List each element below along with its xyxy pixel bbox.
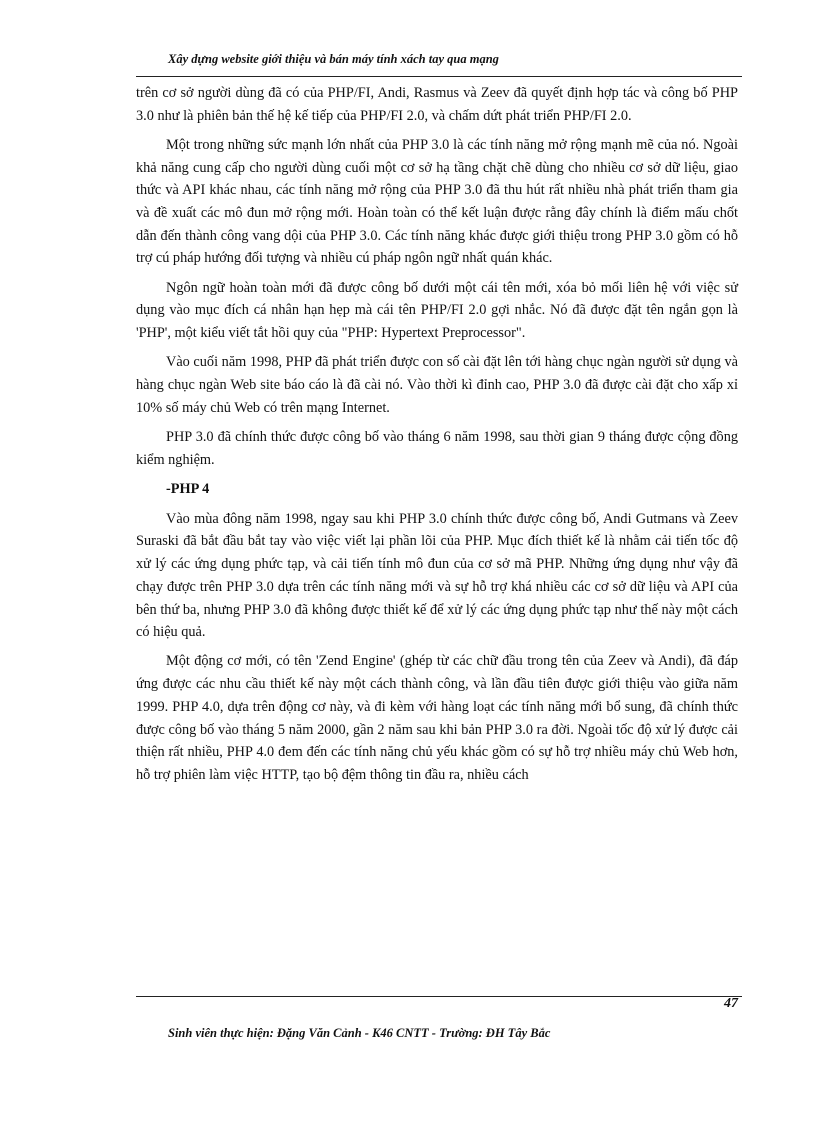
page-header bbox=[168, 52, 748, 67]
paragraph: Vào mùa đông năm 1998, ngay sau khi PHP 3.0 chính thức được công bố, Andi Gutmans và Zeev Suraski đã bắt đầu bắt tay vào việc viết lại phần lõi của PHP. Mục đích thiết kế là nhằm cải tiến tốc độ xử lý các ứng dụng phức tạp, và cải tiến tính mô đun của cơ sở mã PHP. Những ứng dụng như vậy đã chạy được trên PHP 3.0 dựa trên các tính năng mới và sự hỗ trợ khá nhiều các cơ sở dữ liệu và API của bên thứ ba, nhưng PHP 3.0 đã không được thiết kế để xử lý các ứng dụng phức tạp như thế này một cách có hiệu quả. bbox=[136, 510, 738, 641]
paragraph: Một trong những sức mạnh lớn nhất của PHP 3.0 là các tính năng mở rộng mạnh mẽ của nó. Ngoài khả năng cung cấp cho người dùng cuối một cơ sở hạ tầng chặt chẽ dùng cho nhiều cơ sở dữ liệu, giao thức và API khác nhau, các tính năng mở rộng của PHP 3.0 đã thu hút rất nhiều nhà phát triển tham gia và đề xuất các mô đun mở rộng mới. Hoàn toàn có thể kết luận được rằng đây chính là điểm mấu chốt dẫn đến thành công vang dội của PHP 3.0. Các tính năng khác được giới thiệu trong PHP 3.0 gồm có hỗ trợ cú pháp hướng đối tượng và nhiều cú pháp ngôn ngữ nhất quán khác. bbox=[136, 136, 738, 267]
paragraph: Ngôn ngữ hoàn toàn mới đã được công bố dưới một cái tên mới, xóa bỏ mối liên hệ với việc sử dụng vào mục đích cá nhân hạn hẹp mà cái tên PHP/FI 2.0 gợi nhắc. Nó đã được đặt tên ngắn gọn là 'PHP', một kiểu viết tắt hồi quy của "PHP: Hypertext Preprocessor". bbox=[136, 279, 738, 342]
paragraph: Vào cuối năm 1998, PHP đã phát triển được con số cài đặt lên tới hàng chục ngàn người sử dụng và hàng chục ngàn Web site báo cáo là đã cài nó. Vào thời kì đỉnh cao, PHP 3.0 đã được cài đặt cho xấp xỉ 10% số máy chủ Web có trên mạng Internet. bbox=[136, 354, 738, 416]
section-heading-php4: -PHP 4 bbox=[166, 480, 210, 497]
footer-text: Sinh viên thực hiện: Đặng Văn Cảnh - K46 CNTT - Trường: ĐH Tây Bắc bbox=[168, 1026, 551, 1040]
footer-rule bbox=[136, 996, 742, 997]
paragraph: PHP 3.0 đã chính thức được công bố vào tháng 6 năm 1998, sau thời gian 9 tháng được cộng đồng kiểm nghiệm. bbox=[136, 428, 738, 468]
page-number: 47 bbox=[724, 996, 738, 1011]
page-footer bbox=[168, 1026, 748, 1041]
header-rule bbox=[136, 76, 742, 77]
paragraph: Một động cơ mới, có tên 'Zend Engine' (ghép từ các chữ đầu trong tên của Zeev và Andi), đã đáp ứng được các nhu cầu thiết kế này một cách thành công, và lần đầu tiên được giới thiệu vào giữa năm 1999. PHP 4.0, dựa trên động cơ này, và đi kèm với hàng loạt các tính năng mới bổ sung, đã chính thức được công bố vào tháng 5 năm 2000, gần 2 năm sau khi bản PHP 3.0 ra đời. Ngoài tốc độ xử lý được cải thiện rất nhiều, PHP 4.0 đem đến các tính năng chủ yếu khác gồm có sự hỗ trợ nhiều máy chủ Web hơn, hỗ trợ phiên làm việc HTTP, tạo bộ đệm thông tin đầu ra, nhiều cách bbox=[136, 653, 738, 783]
header-title: Xây dựng website giới thiệu và bán máy tính xách tay qua mạng bbox=[168, 52, 499, 66]
paragraph-continued: trên cơ sở người dùng đã có của PHP/FI, Andi, Rasmus và Zeev đã quyết định hợp tác và công bố PHP 3.0 như là phiên bản thế hệ kế tiếp của PHP/FI 2.0, và chấm dứt phát triển PHP/FI 2.0. bbox=[136, 85, 738, 124]
document-body bbox=[136, 82, 738, 793]
